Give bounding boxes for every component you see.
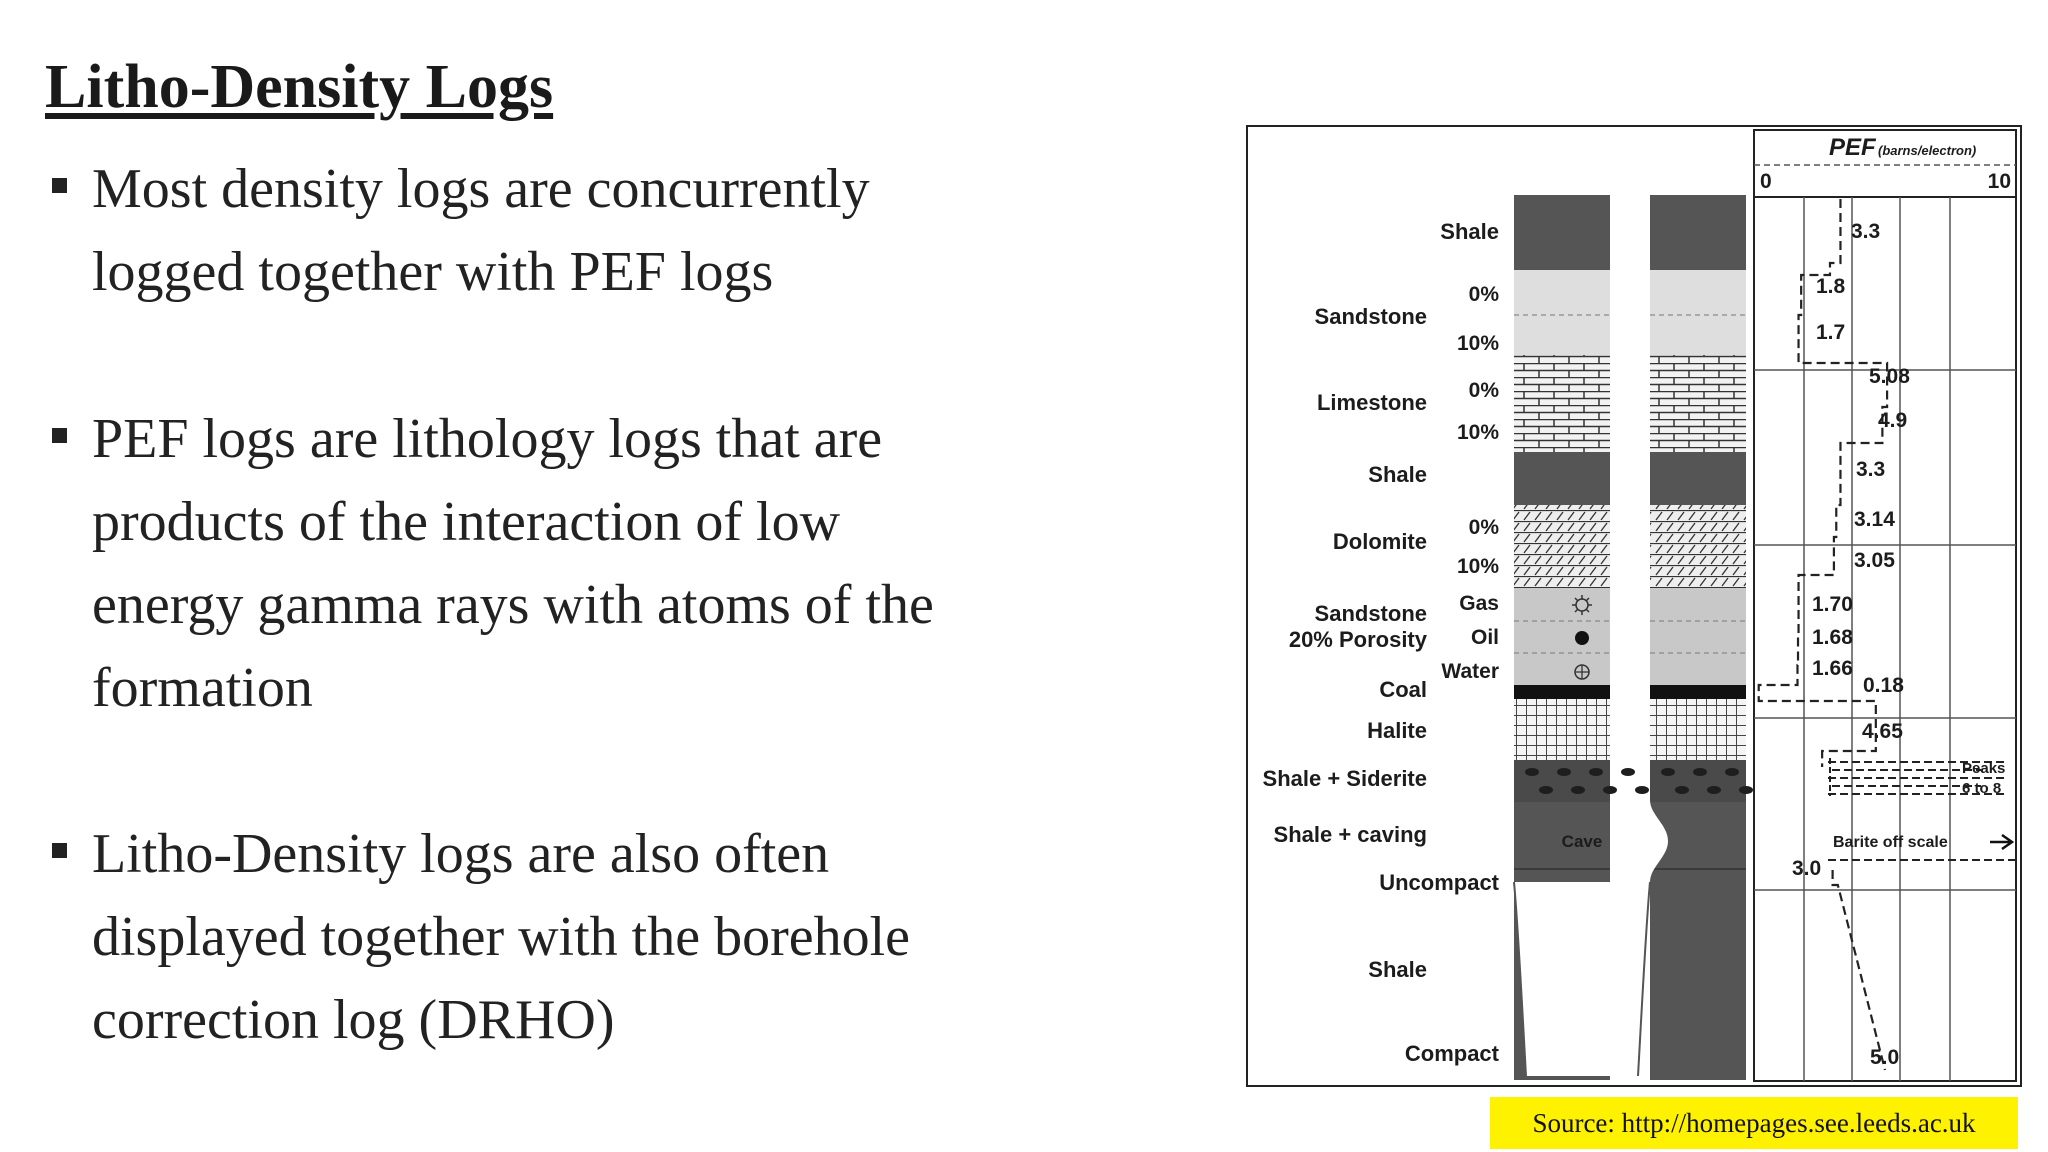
litho-layer xyxy=(1514,760,1610,802)
siderite-nodule xyxy=(1589,768,1603,776)
pef-value-label: 4.65 xyxy=(1862,720,1903,743)
litho-layer xyxy=(1650,699,1746,760)
label-halite: Halite xyxy=(1367,718,1427,743)
siderite-nodule xyxy=(1539,786,1553,794)
slide-title: Litho-Density Logs xyxy=(45,53,554,121)
sublabel-0pct: 0% xyxy=(1468,283,1499,306)
siderite-nodule xyxy=(1571,786,1585,794)
pef-value-label: 1.70 xyxy=(1812,593,1853,616)
label-dolomite: Dolomite xyxy=(1332,529,1427,554)
bullet-line: formation xyxy=(92,657,313,719)
pef-value-label: 3.3 xyxy=(1856,458,1886,481)
litho-layer xyxy=(1650,452,1746,505)
sublabel-10pct: 10% xyxy=(1456,555,1499,578)
borehole-wall xyxy=(1514,882,1650,1076)
bullet-line: Most density logs are concurrently xyxy=(92,158,870,220)
bullet-square-icon xyxy=(52,178,67,193)
pef-value-label: 5.08 xyxy=(1869,365,1910,388)
siderite-nodule xyxy=(1661,768,1675,776)
bullet-line: Litho-Density logs are also often xyxy=(92,823,830,885)
pef-value-label: 1.7 xyxy=(1816,321,1846,344)
pef-scale-max: 10 xyxy=(1987,170,2011,193)
bullet-line: PEF logs are lithology logs that are xyxy=(92,408,883,470)
bullet-line: logged together with PEF logs xyxy=(92,241,774,303)
pef-value-label: 0.18 xyxy=(1863,674,1904,697)
siderite-nodule xyxy=(1635,786,1649,794)
litho-layer xyxy=(1514,452,1610,505)
bullet-line: products of the interaction of low xyxy=(92,491,841,553)
bullet-line: correction log (DRHO) xyxy=(92,989,615,1051)
label-sandstone-porous: Sandstone xyxy=(1314,601,1427,626)
siderite-nodule xyxy=(1621,768,1635,776)
litho-layer xyxy=(1514,685,1610,699)
siderite-nodule xyxy=(1739,786,1753,794)
litho-layer xyxy=(1650,588,1746,685)
sublabel-0pct: 0% xyxy=(1468,516,1499,539)
pef-value-label: 3.3 xyxy=(1851,220,1881,243)
siderite-nodule xyxy=(1693,768,1707,776)
pef-value-label: 1.66 xyxy=(1812,657,1853,680)
sublabel-10pct: 10% xyxy=(1456,421,1499,444)
pef-value-label: 3.05 xyxy=(1854,549,1895,572)
litho-layer xyxy=(1650,685,1746,699)
pef-title: PEF xyxy=(1829,134,1876,161)
pef-value-label: 1.68 xyxy=(1812,626,1853,649)
source-citation-box xyxy=(1490,1097,2018,1149)
siderite-nodule xyxy=(1557,768,1571,776)
siderite-nodule xyxy=(1603,786,1617,794)
pef-value-label: 1.8 xyxy=(1816,275,1846,298)
label-limestone: Limestone xyxy=(1316,390,1427,415)
label-uncompact: Uncompact xyxy=(1379,870,1499,895)
siderite-nodule xyxy=(1675,786,1689,794)
barite-label: Barite off scale xyxy=(1833,834,1948,851)
oil-symbol-icon xyxy=(1575,631,1589,645)
cave-label: Cave xyxy=(1561,832,1603,851)
bullet-line: energy gamma rays with atoms of the xyxy=(92,574,934,636)
peaks-label-2: 6 to 8 xyxy=(1962,780,2002,797)
litho-density-diagram xyxy=(1246,125,2022,1087)
pef-value-label: 4.9 xyxy=(1878,409,1908,432)
label-sandstone: Sandstone xyxy=(1314,304,1427,329)
litho-layer xyxy=(1650,760,1746,802)
litho-layer xyxy=(1514,505,1610,588)
pef-unit: (barns/electron) xyxy=(1878,143,1977,158)
sublabel-water: Water xyxy=(1441,660,1499,683)
label-porosity: 20% Porosity xyxy=(1288,627,1427,652)
sublabel-oil: Oil xyxy=(1470,626,1499,649)
litho-layer xyxy=(1650,355,1746,452)
label-shale-caving: Shale + caving xyxy=(1273,822,1427,847)
pef-track xyxy=(1754,130,2016,1081)
diagram-svg xyxy=(1246,125,2022,1087)
water-symbol-icon xyxy=(1575,665,1589,679)
label-shale-1: Shale xyxy=(1440,219,1499,244)
label-shale-siderite: Shale + Siderite xyxy=(1262,766,1427,791)
source-citation: Source: http://homepages.see.leeds.ac.uk xyxy=(1532,1107,1976,1138)
pef-value-label: 3.14 xyxy=(1854,508,1895,531)
sublabel-10pct: 10% xyxy=(1456,332,1499,355)
label-coal: Coal xyxy=(1379,677,1427,702)
bullet-line: displayed together with the borehole xyxy=(92,906,910,968)
litho-layer xyxy=(1650,195,1746,270)
siderite-nodule xyxy=(1725,768,1739,776)
sublabel-gas: Gas xyxy=(1459,592,1499,615)
litho-layer xyxy=(1514,699,1610,760)
pef-value-label: 3.0 xyxy=(1792,857,1822,880)
litho-layer xyxy=(1514,270,1610,355)
bullet-square-icon xyxy=(52,843,67,858)
label-shale-3: Shale xyxy=(1368,957,1427,982)
litho-layer xyxy=(1514,588,1610,685)
litho-layer xyxy=(1650,505,1746,588)
bullet-square-icon xyxy=(52,428,67,443)
litho-layer xyxy=(1514,195,1610,270)
peaks-label-1: Peaks xyxy=(1962,760,2006,777)
sublabel-0pct: 0% xyxy=(1468,379,1499,402)
label-compact: Compact xyxy=(1404,1041,1499,1066)
litho-layer xyxy=(1514,355,1610,452)
siderite-nodule xyxy=(1525,768,1539,776)
label-shale-2: Shale xyxy=(1368,462,1427,487)
pef-value-label: 5.0 xyxy=(1870,1046,1900,1069)
pef-scale-min: 0 xyxy=(1760,170,1772,193)
litho-layer xyxy=(1650,270,1746,355)
siderite-nodule xyxy=(1707,786,1721,794)
